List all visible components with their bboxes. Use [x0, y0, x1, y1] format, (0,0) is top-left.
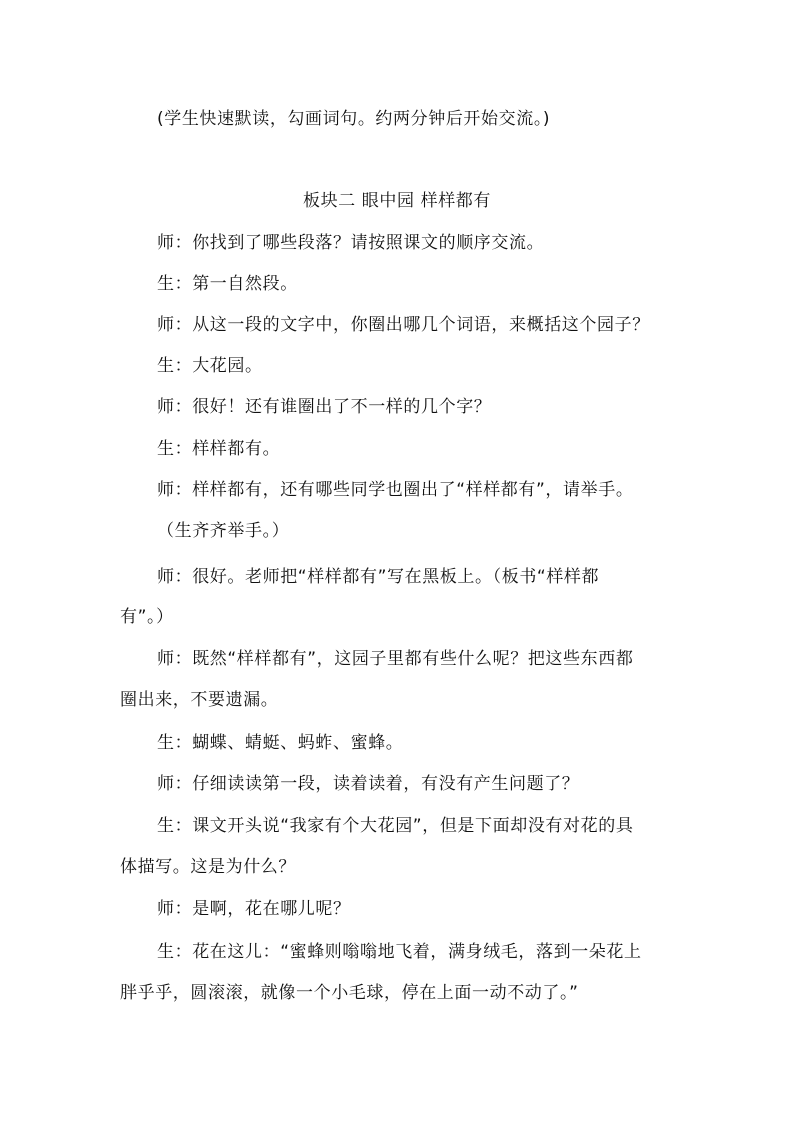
dialogue-line-continuation: 圈出来，不要遗漏。: [120, 690, 279, 710]
dialogue-line: 师：很好。老师把“样样都有”写在黑板上。（板书“样样都: [157, 567, 600, 587]
dialogue-line: 师：是啊，花在哪儿呢？: [157, 899, 351, 919]
dialogue-line-continuation: 体描写。这是为什么？: [120, 857, 296, 877]
dialogue-line-continuation: 有”。）: [120, 607, 174, 627]
stage-direction: （生齐齐举手。）: [157, 521, 290, 541]
dialogue-line: 师：从这一段的文字中，你圈出哪几个词语，来概括这个园子？: [157, 315, 650, 335]
dialogue-line: 生：第一自然段。: [157, 274, 298, 294]
dialogue-line: 师：仔细读读第一段，读着读着，有没有产生问题了？: [157, 774, 580, 794]
dialogue-line: 生：花在这儿：“蜜蜂则嗡嗡地飞着，满身绒毛，落到一朵花上: [157, 942, 642, 962]
dialogue-line: 生：大花园。: [157, 356, 263, 376]
dialogue-line: 师：你找到了哪些段落？请按照课文的顺序交流。: [157, 233, 545, 253]
intro-note: (学生快速默读，勾画词句。约两分钟后开始交流。): [157, 109, 551, 129]
dialogue-line: 师：样样都有，还有哪些同学也圈出了“样样都有”，请举手。: [157, 480, 634, 500]
dialogue-line: 生：课文开头说“我家有个大花园”，但是下面却没有对花的具: [157, 816, 634, 836]
dialogue-line-continuation: 胖乎乎，圆滚滚，就像一个小毛球，停在上面一动不动了。”: [120, 983, 579, 1003]
dialogue-line: 师：既然“样样都有”，这园子里都有些什么呢？把这些东西都: [157, 649, 634, 669]
dialogue-line: 生：样样都有。: [157, 439, 281, 459]
section-heading: 板块二 眼中园 样样都有: [302, 191, 491, 211]
dialogue-line: 师：很好！还有谁圈出了不一样的几个字？: [157, 397, 492, 417]
dialogue-line: 生：蝴蝶、蜻蜓、蚂蚱、蜜蜂。: [157, 733, 404, 753]
